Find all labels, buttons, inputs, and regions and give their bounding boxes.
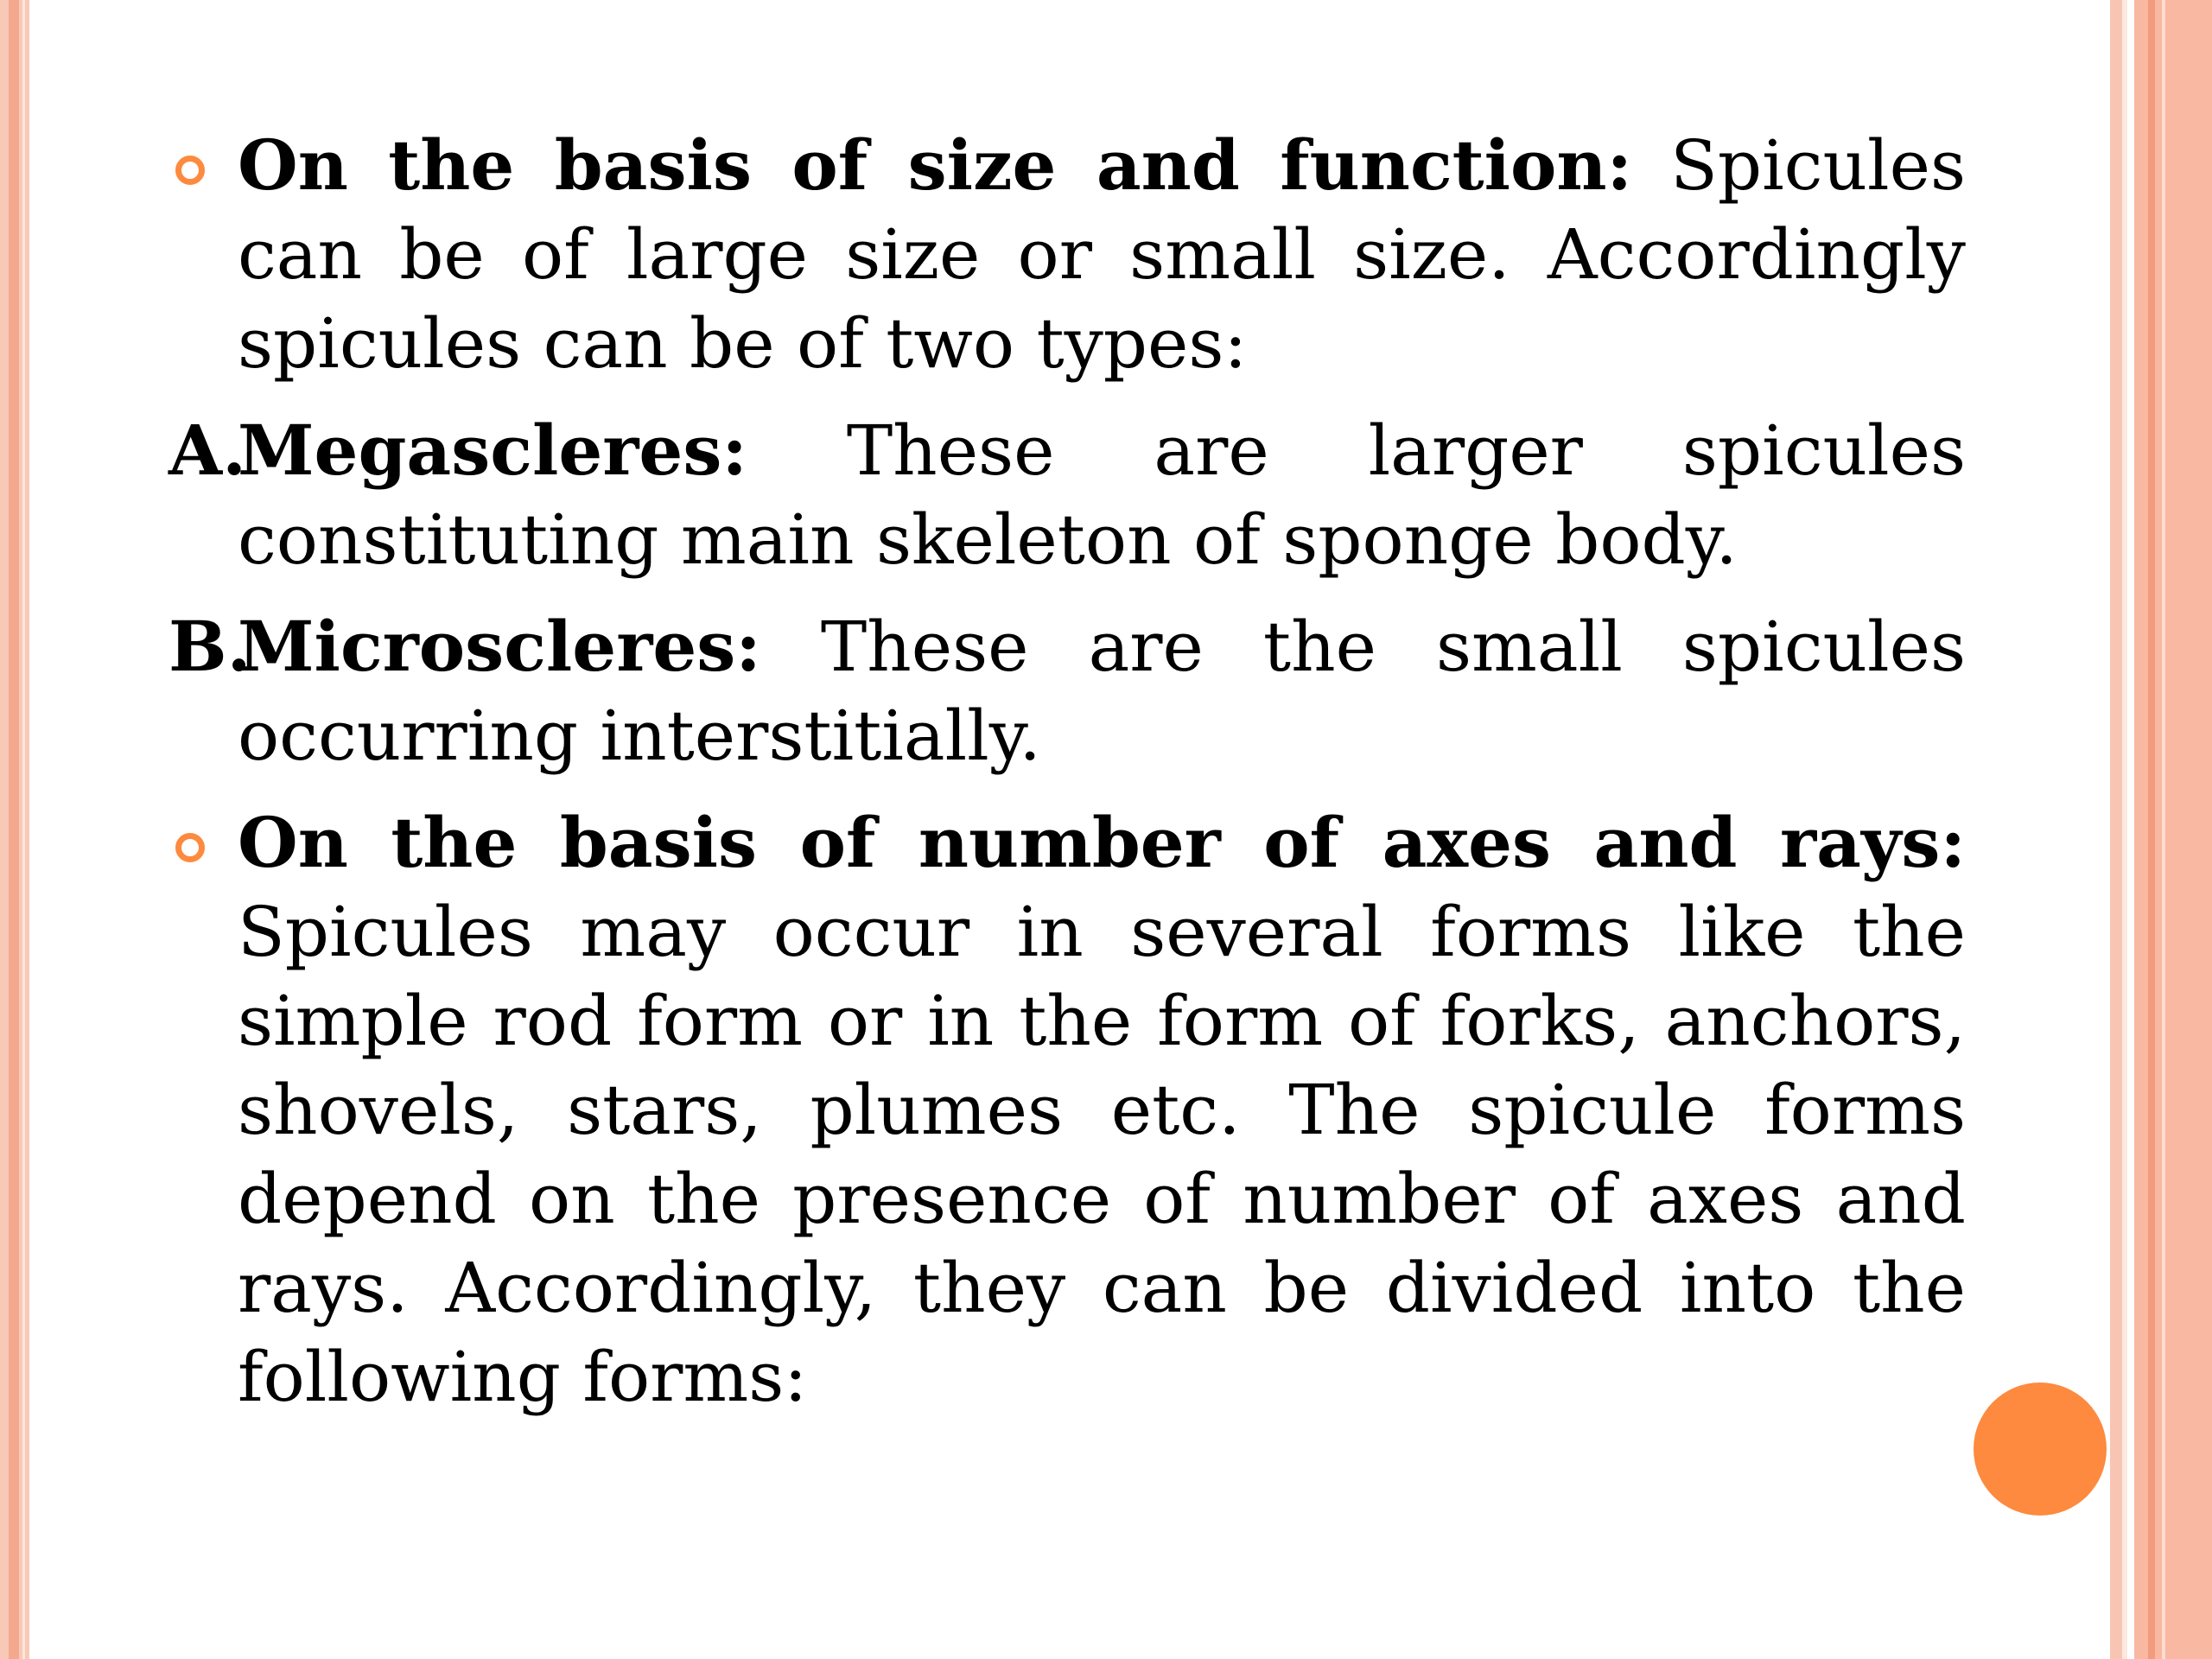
item-text: These are the small spicules occurring interstitially.: [238, 607, 1966, 776]
left-border-stripe: [9, 0, 19, 1659]
item-text: Spicules can be of large size or small size. Accordingly spicules can be of two types:: [238, 125, 1966, 384]
item-letter: A.: [168, 410, 246, 491]
bullet-circle-icon: [175, 833, 205, 862]
item-text: These are larger spicules constituting main skeleton of sponge body.: [238, 410, 1966, 580]
right-border-stripe: [2122, 0, 2127, 1659]
right-border-stripe: [2162, 0, 2165, 1659]
right-border-stripe: [2148, 0, 2155, 1659]
item-text: Spicules may occur in several forms like the simple rod form or in the form of forks, anchors, shovels, stars, plumes etc. The spicule forms depend on the presence of number of axes and rays. Accordingly, they can be divided into the following forms:: [238, 892, 1966, 1417]
slide-body: [168, 121, 1966, 1440]
list-item-microscleres: [168, 602, 1966, 780]
item-heading: Microscleres:: [238, 606, 761, 687]
left-border-line: [22, 0, 25, 1659]
bullet-item-size-function: [168, 121, 1966, 388]
right-border-stripe: [2110, 0, 2122, 1659]
decorative-circle: [1974, 1382, 2107, 1516]
right-border-stripe: [2134, 0, 2212, 1659]
list-item-megascleres: [168, 406, 1966, 584]
bullet-item-axes-rays: [168, 798, 1966, 1421]
item-heading: On the basis of number of axes and rays:: [238, 802, 1966, 883]
item-heading: On the basis of size and function:: [238, 124, 1633, 206]
item-heading: Megascleres:: [238, 410, 747, 491]
bullet-circle-icon: [175, 156, 205, 185]
item-letter: B.: [168, 606, 251, 687]
